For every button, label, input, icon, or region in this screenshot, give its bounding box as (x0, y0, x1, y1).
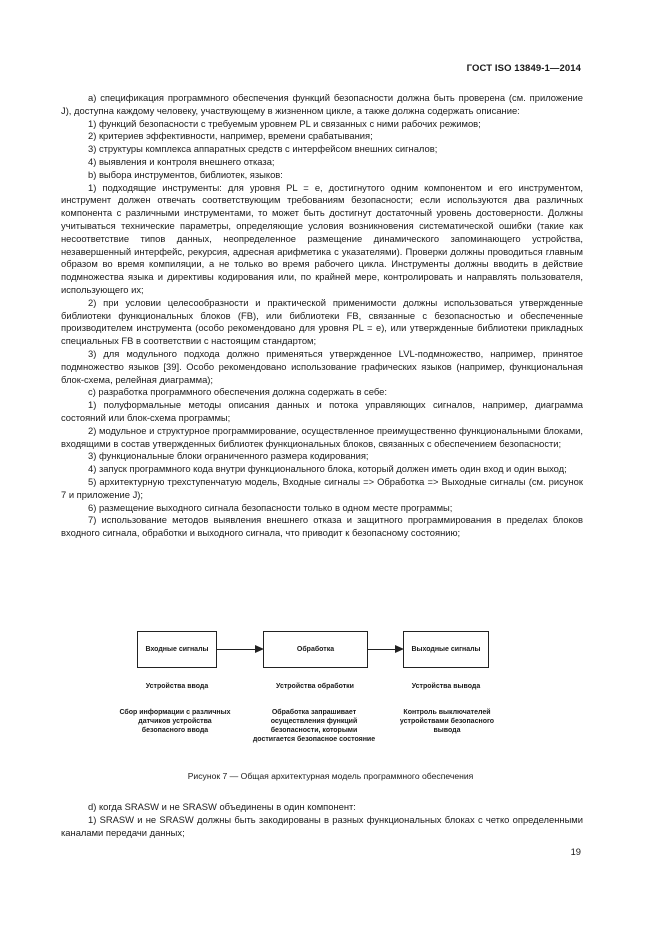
paragraph: а) спецификация программного обеспечения функций безопасности должна быть проверена (см. приложение J), доступна каждому человеку, участвующему в жизненном цикле, а также должна содержать описание: (61, 92, 583, 116)
output-description: Контроль выключателей устройствами безопасного вывода (399, 709, 495, 734)
input-description: Сбор информации с различных датчиков устройства безопасного ввода (119, 709, 231, 734)
figure-caption: Рисунок 7 — Общая архитектурная модель программного обеспечения (187, 771, 474, 781)
processing-description: Обработка запрашивает осуществления функций безопасности, которыми достигается безопасное состояние (252, 709, 376, 743)
paragraph: 2) при условии целесообразности и практической применимости должны использоваться утвержденные библиотеки функциональных блоков (FB), или библиотеки FB, связанные с безопасностью и обеспеченные производителем инструмента (особо рекомендовано для уровня PL = e), или утвержденные библиотеки прикладных специальных FB в соответствии с настоящим стандартом; (61, 296, 583, 347)
output-signals-box: Выходные сигналы (403, 631, 489, 668)
paragraph: 4) запуск программного кода внутри функционального блока, который должен иметь один вход и один выход; (88, 463, 567, 475)
paragraph: 1) подходящие инструменты: для уровня PL = e, достигнутого одним компонентом и его инструментом, инструмент должен отвечать соответствующим требованиям безопасности; если используются два различных компонента с различными инструментами, то может быть достигнут достаточный уровень достоверности. Должны учитываться технические параметры, определяющие условия возникновения систематической ошибки (такие как несоответствие типов данных, неопределенное размещение динамического запоминающего устройства, незавершенный интерфейс, рекурсия, адресная арифметика с указателями). Проверки должны проводиться главным образом во время компиляции, а не только во время рабочего цикла. Инструменты должны вводить в действие подмножества языка и директивы кодирования или, по крайней мере, контролировать и направлять пользователя, использующего их; (61, 181, 583, 295)
paragraph: 1) SRASW и не SRASW должны быть закодированы в разных функциональных блоках с четко определенными каналами передачи данных; (61, 813, 583, 838)
paragraph: 5) архитектурную трехступенчатую модель, Входные сигналы => Обработка => Выходные сигналы (см. рисунок 7 и приложение J); (61, 475, 583, 500)
arrow-head-2 (395, 645, 404, 653)
page-number: 19 (570, 846, 581, 857)
paragraph: 1) функций безопасности с требуемым уровнем PL и связанных с ними рабочих режимов; (88, 117, 481, 129)
paragraph: 2) критериев эффективности, например, времени срабатывания; (88, 130, 373, 142)
paragraph: d) когда SRASW и не SRASW объединены в один компонент: (88, 801, 356, 812)
paragraph: 7) использование методов выявления внешнего отказа и защитного программирования в пределах блоков входного сигнала, обработки и выходного сигнала, что приводит к безопасному состоянию; (61, 514, 583, 539)
paragraph: 2) модульное и структурное программирование, осуществленное преимущественно функциональными блоками, входящими в состав утвержденных библиотек функциональных блоков, связанных с обеспечением безопасности; (61, 424, 583, 449)
body-text (61, 92, 583, 540)
paragraph: 1) полуформальные методы описания данных и потока управляющих сигналов, например, диаграмма состояний или блок-схема программы; (61, 399, 583, 423)
arrow-line-1 (217, 649, 255, 650)
paragraph: 3) функциональные блоки ограниченного размера кодирования; (88, 450, 369, 462)
input-signals-box: Входные сигналы (137, 631, 217, 668)
document-header: ГОСТ ISO 13849-1—2014 (466, 63, 581, 74)
paragraph: c) разработка программного обеспечения должна содержать в себе: (88, 386, 387, 398)
paragraph: 3) структуры комплекса аппаратных средств с интерфейсом внешних сигналов; (88, 143, 438, 155)
output-device-label: Устройства вывода (411, 683, 481, 690)
figure-7-architecture-diagram (0, 628, 661, 788)
input-device-label: Устройства ввода (145, 683, 209, 690)
arrow-head-1 (255, 645, 264, 653)
processing-device-label: Устройства обработки (276, 683, 354, 690)
paragraph: b) выбора инструментов, библиотек, языков: (88, 168, 283, 180)
paragraph: 6) размещение выходного сигнала безопасности только в одном месте программы; (88, 501, 453, 513)
body-text-continued (61, 801, 583, 839)
paragraph: 4) выявления и контроля внешнего отказа; (88, 155, 275, 167)
arrow-line-2 (368, 649, 395, 650)
paragraph: 3) для модульного подхода должно применяться утвержденное LVL-подмножество, например, принятое подмножество языков [39]. Особо рекомендовано использование графических языков (например, функциональная блок-схема, релейная диаграмма); (61, 347, 583, 385)
processing-box: Обработка (263, 631, 368, 668)
